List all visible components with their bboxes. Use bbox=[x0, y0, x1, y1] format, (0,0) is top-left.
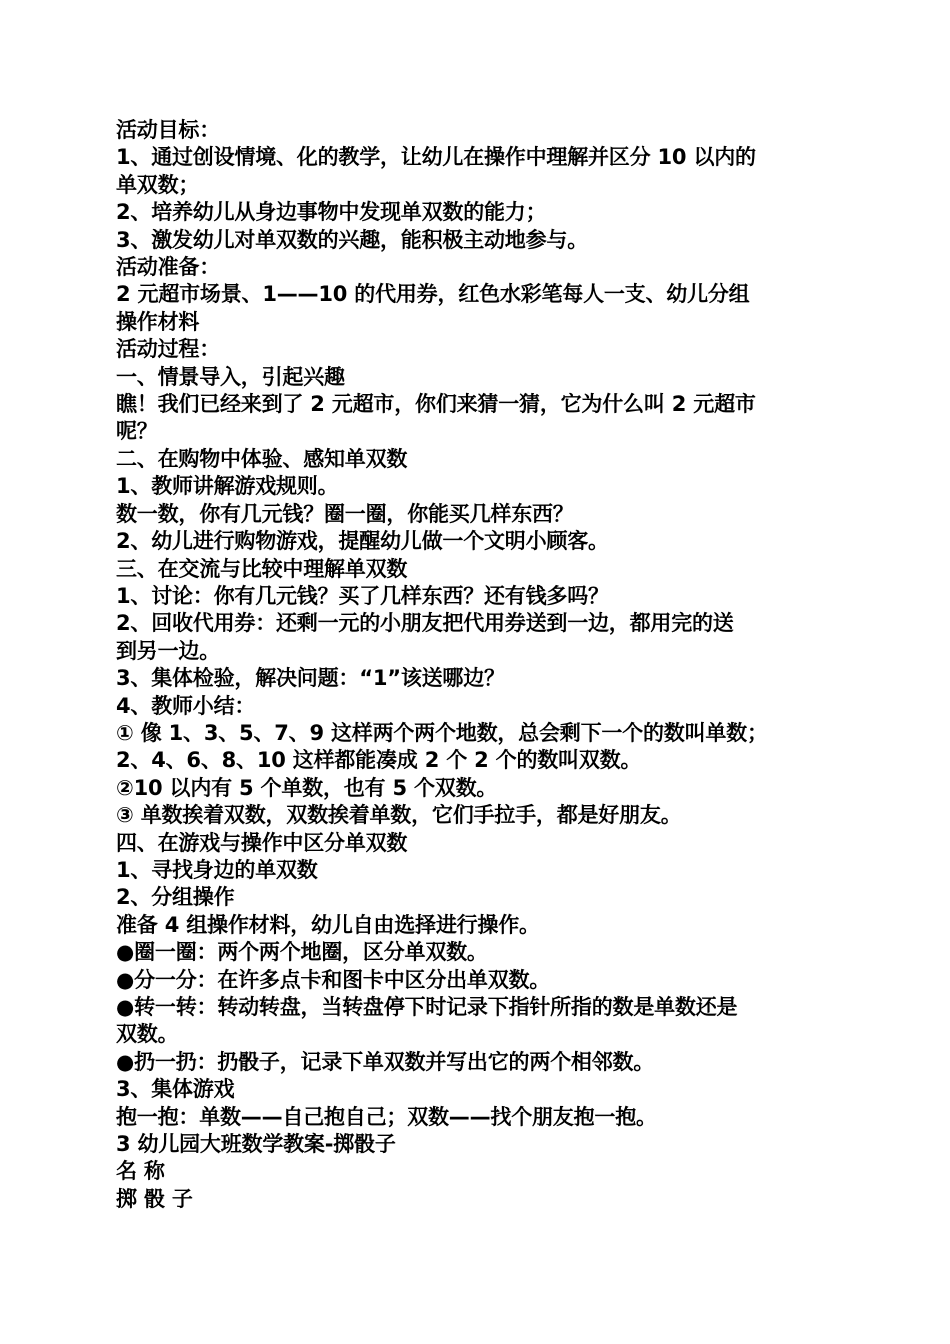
lesson-title: 3 幼儿园大班数学教案-掷骰子 bbox=[116, 1132, 396, 1157]
text-line: 操作材料 bbox=[116, 309, 200, 334]
text-line: 2、分组操作 bbox=[116, 885, 235, 910]
text-line: 2、回收代用券：还剩一元的小朋友把代用券送到一边，都用完的送 bbox=[116, 611, 734, 636]
text-line: 双数。 bbox=[116, 1022, 179, 1047]
text-line: 单双数； bbox=[116, 172, 200, 197]
field-value-name: 掷 骰 子 bbox=[116, 1186, 193, 1211]
text-line: 1、讨论：你有几元钱？买了几样东西？还有钱多吗？ bbox=[116, 583, 609, 608]
heading-activity-process: 活动过程： bbox=[116, 337, 220, 362]
text-line: 2、幼儿进行购物游戏，提醒幼儿做一个文明小顾客。 bbox=[116, 529, 609, 554]
bullet-item: ●扔一扔：扔骰子，记录下单双数并写出它的两个相邻数。 bbox=[116, 1049, 655, 1074]
text-line: 3、集体检验，解决问题：“1”该送哪边？ bbox=[116, 666, 505, 691]
bullet-item: ●圈一圈：两个两个地圈，区分单双数。 bbox=[116, 940, 488, 965]
bullet-item: ●转一转：转动转盘，当转盘停下时记录下指针所指的数是单数还是 bbox=[116, 995, 738, 1019]
text-line: 准备 4 组操作材料，幼儿自由选择进行操作。 bbox=[116, 912, 540, 937]
document-body bbox=[116, 117, 838, 1213]
text-line: 3、激发幼儿对单双数的兴趣，能积极主动地参与。 bbox=[116, 227, 589, 252]
text-line: 呢？ bbox=[116, 419, 158, 444]
text-line: ① 像 1、3、5、7、9 这样两个两个地数，总会剩下一个的数叫单数； bbox=[116, 720, 768, 745]
heading-activity-preparation: 活动准备： bbox=[116, 255, 220, 280]
section-heading: 二、在购物中体验、感知单双数 bbox=[116, 446, 408, 471]
text-line: ③ 单数挨着双数，双数挨着单数，它们手拉手，都是好朋友。 bbox=[116, 803, 682, 828]
field-label-name: 名 称 bbox=[116, 1159, 165, 1184]
text-line: 3、集体游戏 bbox=[116, 1077, 235, 1102]
text-line: ②10 以内有 5 个单数，也有 5 个双数。 bbox=[116, 775, 498, 800]
section-heading: 三、在交流与比较中理解单双数 bbox=[116, 556, 408, 581]
text-line: 瞧！我们已经来到了 2 元超市，你们来猜一猜，它为什么叫 2 元超市 bbox=[116, 392, 756, 417]
text-line: 2、培养幼儿从身边事物中发现单双数的能力； bbox=[116, 200, 547, 225]
text-line: 到另一边。 bbox=[116, 638, 220, 663]
section-heading: 四、在游戏与操作中区分单双数 bbox=[116, 830, 408, 855]
text-line: 抱一抱：单数——自己抱自己；双数——找个朋友抱一抱。 bbox=[116, 1104, 657, 1129]
heading-activity-goals: 活动目标： bbox=[116, 118, 220, 142]
text-line: 1、教师讲解游戏规则。 bbox=[116, 474, 339, 499]
text-line: 1、通过创设情境、化的教学，让幼儿在操作中理解并区分 10 以内的 bbox=[116, 145, 756, 170]
bullet-item: ●分一分：在许多点卡和图卡中区分出单双数。 bbox=[116, 967, 551, 992]
text-line: 数一数，你有几元钱？圈一圈，你能买几样东西？ bbox=[116, 501, 574, 526]
text-line: 2 元超市场景、1——10 的代用券，红色水彩笔每人一支、幼儿分组 bbox=[116, 282, 750, 307]
section-heading: 一、情景导入，引起兴趣 bbox=[116, 364, 345, 389]
text-line: 4、教师小结： bbox=[116, 693, 256, 718]
text-line: 2、4、6、8、10 这样都能凑成 2 个 2 个的数叫双数。 bbox=[116, 748, 642, 773]
text-line: 1、寻找身边的单双数 bbox=[116, 857, 318, 882]
